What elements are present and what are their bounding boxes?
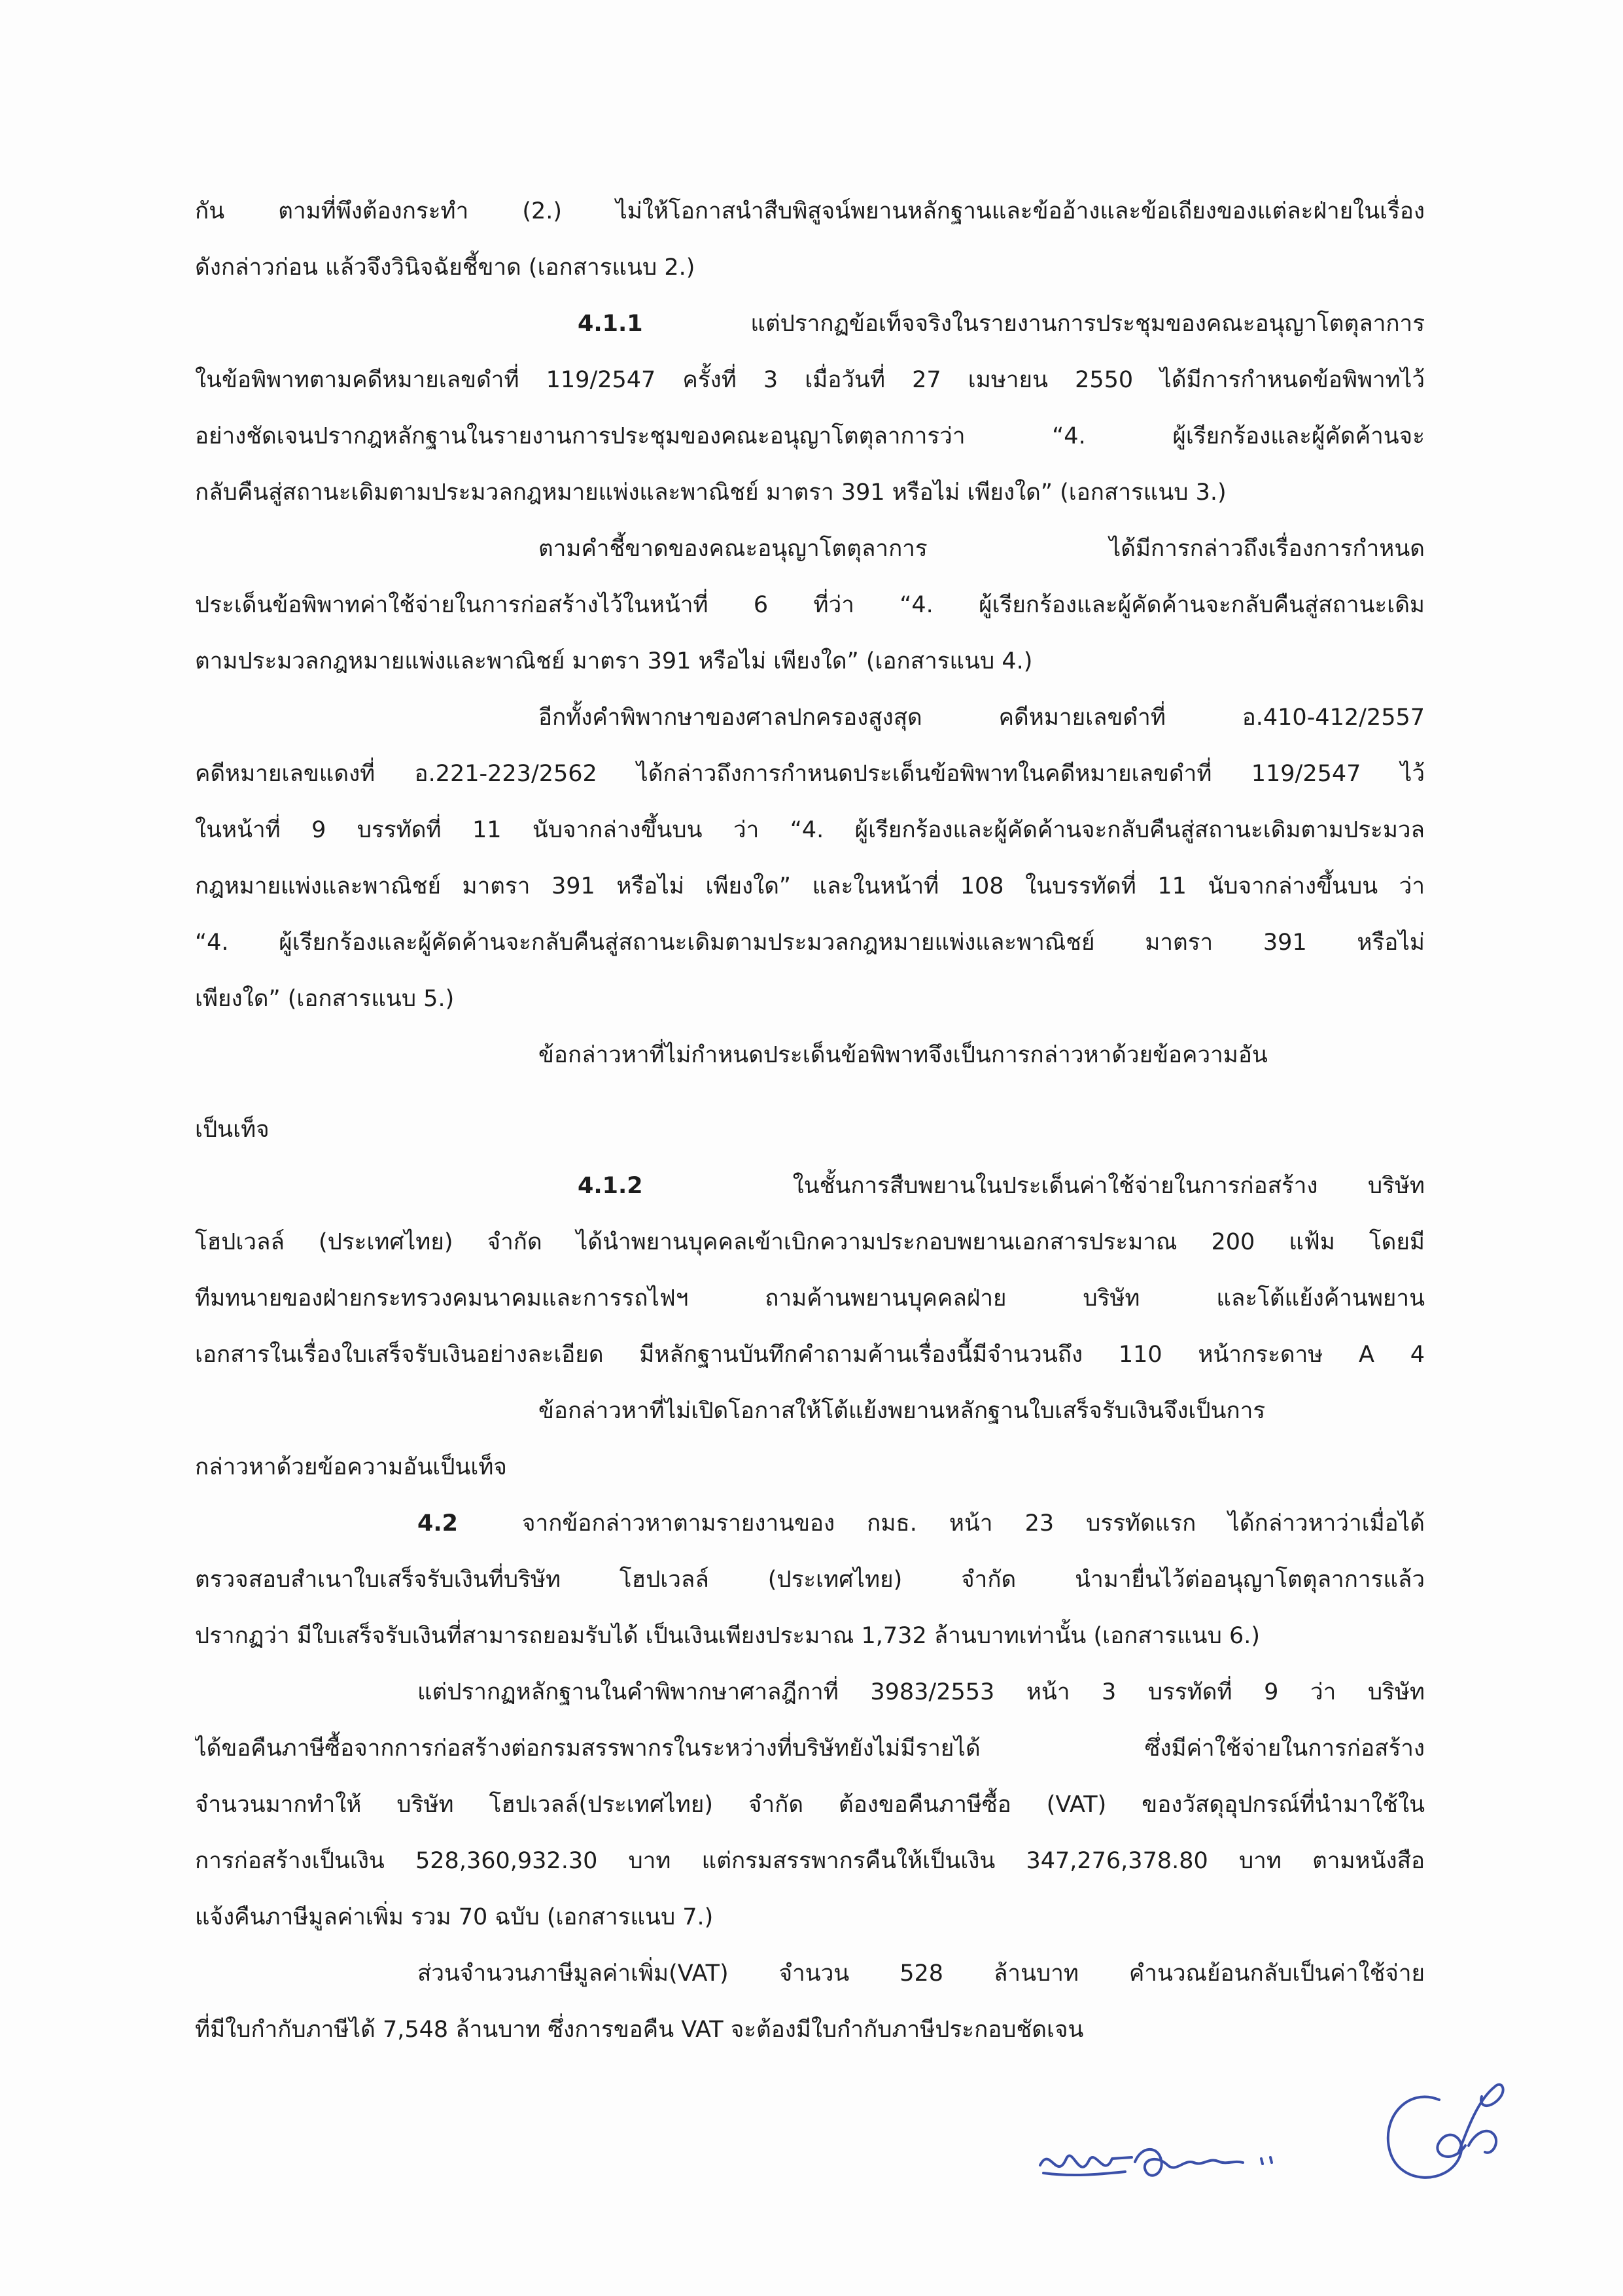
text-line: ส่วนจำนวนภาษีมูลค่าเพิ่ม(VAT) จำนวน 528 ล้านบาท คำนวณย้อนกลับเป็นค่าใช้จ่าย [417,1960,1425,1987]
text-line: แจ้งคืนภาษีมูลค่าเพิ่ม รวม 70 ฉบับ (เอกสารแนบ 7.) [195,1904,714,1930]
text-line: แต่ปรากฏข้อเท็จจริงในรายงานการประชุมของคณะอนุญาโตตุลาการ [750,311,1425,337]
handwritten-signature-1 [1027,2119,1302,2204]
text-line: จากข้อกล่าวหาตามรายงานของ กมธ. หน้า 23 บรรทัดแรก ได้กล่าวหาว่าเมื่อได้ [522,1510,1425,1537]
text-line: ปรากฏว่า มีใบเสร็จรับเงินที่สามารถยอมรับได้ เป็นเงินเพียงประมาณ 1,732 ล้านบาทเท่านั้น (เอกสารแนบ 6.) [195,1623,1260,1649]
text-line: กัน ตามที่พึงต้องกระทำ (2.) ไม่ให้โอกาสนำสืบพิสูจน์พยานหลักฐานและข้ออ้างและข้อเถียงของแต่ละฝ่ายในเรื่อง [195,198,1425,224]
text-line: ในข้อพิพาทตามคดีหมายเลขดำที่ 119/2547 ครั้งที่ 3 เมื่อวันที่ 27 เมษายน 2550 ได้มีการกำหนดข้อพิพาทไว้ [195,367,1425,393]
document-body [195,183,1425,2058]
text-line: คดีหมายเลขแดงที่ อ.221-223/2562 ได้กล่าวถึงการกำหนดประเด็นข้อพิพาทในคดีหมายเลขดำที่ 119/2547 ไว้ [195,761,1425,787]
text-line: กล่าวหาด้วยข้อความอันเป็นเท็จ [195,1454,507,1480]
text-line: ข้อกล่าวหาที่ไม่กำหนดประเด็นข้อพิพาทจึงเป็นการกล่าวหาด้วยข้อความอัน [538,1042,1268,1068]
text-line: ข้อกล่าวหาที่ไม่เปิดโอกาสให้โต้แย้งพยานหลักฐานใบเสร็จรับเงินจึงเป็นการ [538,1398,1266,1424]
text-line: โฮปเวลล์ (ประเทศไทย) จำกัด ได้นำพยานบุคคลเข้าเบิกความประกอบพยานเอกสารประมาณ 200 แฟ้ม โดยมี [195,1229,1425,1255]
section-number: 4.2 [417,1510,459,1537]
text-line: อีกทั้งคำพิพากษาของศาลปกครองสูงสุด คดีหมายเลขดำที่ อ.410-412/2557 [538,704,1425,731]
text-line: ตามคำชี้ขาดของคณะอนุญาโตตุลาการ ได้มีการกล่าวถึงเรื่องการกำหนด [538,536,1425,562]
text-line: ประเด็นข้อพิพาทค่าใช้จ่ายในการก่อสร้างไว้ในหน้าที่ 6 ที่ว่า “4. ผู้เรียกร้องและผู้คัดค้านจะกลับคืนสู่สถานะเดิม [195,592,1425,618]
text-line: ทีมทนายของฝ่ายกระทรวงคมนาคมและการรถไฟฯ ถามค้านพยานบุคคลฝ่าย บริษัท และโต้แย้งค้านพยาน [195,1285,1425,1312]
text-line: ที่มีใบกำกับภาษีได้ 7,548 ล้านบาท ซึ่งการขอคืน VAT จะต้องมีใบกำกับภาษีประกอบชัดเจน [195,2017,1084,2043]
section-number: 4.1.1 [578,311,643,337]
text-line: ตามประมวลกฎหมายแพ่งและพาณิชย์ มาตรา 391 หรือไม่ เพียงใด” (เอกสารแนบ 4.) [195,648,1033,674]
section-heading-4-2 [195,1495,1425,1552]
text-line: อย่างชัดเจนปรากฎหลักฐานในรายงานการประชุมของคณะอนุญาโตตุลาการว่า “4. ผู้เรียกร้องและผู้คัดค้านจะ [195,423,1425,449]
section-heading-4-1-1 [195,296,1425,352]
text-line: ในหน้าที่ 9 บรรทัดที่ 11 นับจากล่างขึ้นบน ว่า “4. ผู้เรียกร้องและผู้คัดค้านจะกลับคืนสู่สถานะเดิมตามประมวล [195,817,1425,843]
section-heading-4-1-2 [195,1158,1425,1214]
text-line: เอกสารในเรื่องใบเสร็จรับเงินอย่างละเอียด มีหลักฐานบันทึกคำถามค้านเรื่องนี้มีจำนวนถึง 110 หน้ากระดาษ A 4 [195,1342,1425,1368]
text-line: จำนวนมากทำให้ บริษัท โฮปเวลล์(ประเทศไทย) จำกัด ต้องขอคืนภาษีซื้อ (VAT) ของวัสดุอุปกรณ์ที่นำมาใช้ใน [195,1792,1425,1818]
text-line: “4. ผู้เรียกร้องและผู้คัดค้านจะกลับคืนสู่สถานะเดิมตามประมวลกฎหมายแพ่งและพาณิชย์ มาตรา 391 หรือไม่ [195,930,1425,956]
text-line: แต่ปรากฏหลักฐานในคำพิพากษาศาลฎีกาที่ 3983/2553 หน้า 3 บรรทัดที่ 9 ว่า บริษัท [417,1679,1425,1705]
text-line: กฎหมายแพ่งและพาณิชย์ มาตรา 391 หรือไม่ เพียงใด” และในหน้าที่ 108 ในบรรทัดที่ 11 นับจากล่างขึ้นบน ว่า [195,873,1425,899]
text-line: ในชั้นการสืบพยานในประเด็นค่าใช้จ่ายในการก่อสร้าง บริษัท [792,1173,1425,1199]
text-line: เป็นเท็จ [195,1117,270,1143]
text-line: เพียงใด” (เอกสารแนบ 5.) [195,986,455,1012]
text-line: ดังกล่าวก่อน แล้วจึงวินิจฉัยชี้ขาด (เอกสารแนบ 2.) [195,254,695,281]
text-line: ได้ขอคืนภาษีซื้อจากการก่อสร้างต่อกรมสรรพากรในระหว่างที่บริษัทยังไม่มีรายได้ ซึ่งมีค่าใช้จ่ายในการก่อสร้าง [195,1735,1425,1762]
text-line: กลับคืนสู่สถานะเดิมตามประมวลกฎหมายแพ่งและพาณิชย์ มาตรา 391 หรือไม่ เพียงใด” (เอกสารแนบ 3.) [195,479,1227,506]
text-line: ตรวจสอบสำเนาใบเสร็จรับเงินที่บริษัท โฮปเวลล์ (ประเทศไทย) จำกัด นำมายื่นไว้ต่ออนุญาโตตุลาการแล้ว [195,1567,1425,1593]
section-number: 4.1.2 [578,1173,643,1199]
text-line: การก่อสร้างเป็นเงิน 528,360,932.30 บาท แต่กรมสรรพากรคืนให้เป็นเงิน 347,276,378.80 บาท ตามหนังสือ [195,1848,1425,1874]
handwritten-signature-2 [1361,2061,1518,2211]
